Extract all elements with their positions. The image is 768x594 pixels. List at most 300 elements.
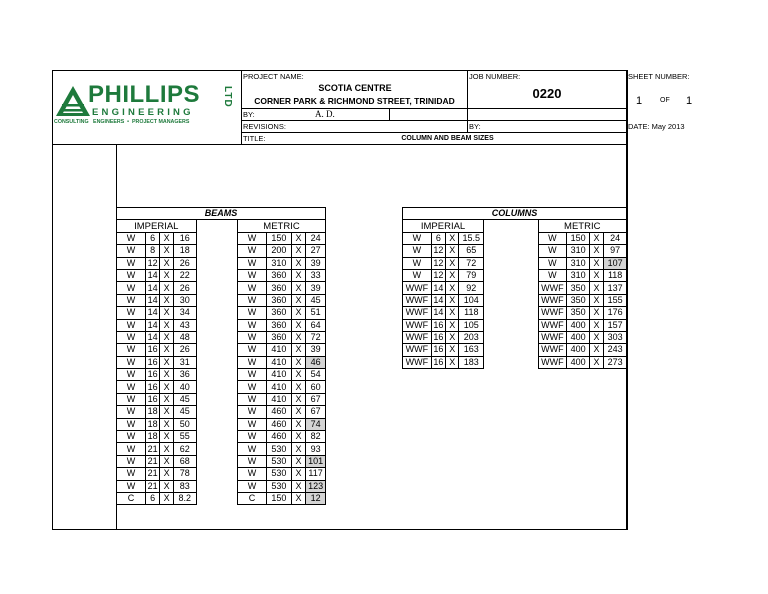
beams-imperial-depth: 21 — [145, 443, 159, 455]
beams-metric-weight: 39 — [306, 257, 326, 269]
columns-metric-depth: 310 — [567, 245, 590, 257]
beams-imperial-weight: 48 — [173, 331, 196, 343]
columns-imperial-weight: 105 — [459, 319, 484, 331]
date-label: DATE: May 2013 — [628, 122, 685, 131]
beams-metric-type: W — [237, 369, 266, 381]
columns-imperial-x: X — [446, 331, 459, 343]
columns-imperial-x: X — [446, 269, 459, 281]
beams-imperial-x: X — [160, 344, 173, 356]
beams-imperial-x: X — [160, 257, 173, 269]
beams-metric-x: X — [291, 455, 305, 467]
columns-metric-x: X — [589, 245, 603, 257]
beams-imperial-x: X — [160, 406, 173, 418]
columns-table — [402, 207, 627, 369]
beams-imperial-x: X — [160, 431, 173, 443]
beams-imperial-type: W — [117, 468, 146, 480]
beams-imperial-type: W — [117, 344, 146, 356]
beams-imperial-type: W — [117, 406, 146, 418]
job-number-value: 0220 — [532, 86, 562, 101]
beams-imperial-weight: 31 — [173, 356, 196, 368]
beams-imperial-header: IMPERIAL — [117, 220, 197, 232]
job-number-label: JOB NUMBER: — [469, 72, 521, 81]
beams-metric-x: X — [291, 369, 305, 381]
beams-row — [117, 406, 326, 418]
columns-metric-weight: 107 — [604, 257, 627, 269]
beams-imperial-type: W — [117, 331, 146, 343]
beams-metric-depth: 460 — [266, 431, 291, 443]
logo-triangle-icon — [56, 86, 90, 116]
beams-imperial-weight: 36 — [173, 369, 196, 381]
beams-metric-depth: 360 — [266, 294, 291, 306]
beams-metric-depth: 530 — [266, 443, 291, 455]
columns-metric-weight: 176 — [604, 307, 627, 319]
beams-imperial-x: X — [160, 381, 173, 393]
beams-metric-type: W — [237, 356, 266, 368]
columns-metric-depth: 350 — [567, 307, 590, 319]
beams-imperial-weight: 22 — [173, 269, 196, 281]
beams-imperial-depth: 8 — [145, 245, 159, 257]
beams-metric-weight: 54 — [306, 369, 326, 381]
beams-imperial-weight: 26 — [173, 344, 196, 356]
columns-metric-x: X — [589, 331, 603, 343]
beams-imperial-depth: 14 — [145, 307, 159, 319]
beams-imperial-weight: 26 — [173, 282, 196, 294]
beams-metric-depth: 360 — [266, 269, 291, 281]
beams-metric-type: W — [237, 431, 266, 443]
beams-metric-depth: 200 — [266, 245, 291, 257]
beams-metric-type: W — [237, 468, 266, 480]
beams-imperial-type: C — [117, 492, 146, 504]
beams-imperial-type: W — [117, 443, 146, 455]
beams-imperial-weight: 83 — [173, 480, 196, 492]
beams-imperial-weight: 16 — [173, 232, 196, 244]
columns-imperial-weight: 65 — [459, 245, 484, 257]
columns-imperial-x: X — [446, 245, 459, 257]
columns-row — [403, 232, 627, 244]
revisions-label: REVISIONS: — [243, 122, 286, 131]
beams-metric-depth: 530 — [266, 480, 291, 492]
beams-imperial-type: W — [117, 269, 146, 281]
columns-metric-type: W — [538, 232, 567, 244]
beams-row — [117, 257, 326, 269]
beams-row — [117, 480, 326, 492]
beams-imperial-x: X — [160, 369, 173, 381]
beams-metric-weight: 82 — [306, 431, 326, 443]
beams-metric-depth: 310 — [266, 257, 291, 269]
beams-imperial-x: X — [160, 455, 173, 467]
beams-metric-weight: 51 — [306, 307, 326, 319]
beams-row — [117, 319, 326, 331]
beams-imperial-weight: 8.2 — [173, 492, 196, 504]
beams-imperial-weight: 62 — [173, 443, 196, 455]
columns-metric-depth: 400 — [567, 319, 590, 331]
columns-imperial-type: WWF — [403, 344, 432, 356]
columns-row — [403, 356, 627, 368]
beams-row — [117, 269, 326, 281]
beams-imperial-type: W — [117, 381, 146, 393]
columns-metric-depth: 310 — [567, 257, 590, 269]
beams-imperial-depth: 12 — [145, 257, 159, 269]
beams-imperial-depth: 18 — [145, 431, 159, 443]
columns-imperial-type: WWF — [403, 319, 432, 331]
logo-engineering: ENGINEERING — [92, 107, 194, 118]
columns-imperial-weight: 15.5 — [459, 232, 484, 244]
beams-metric-x: X — [291, 294, 305, 306]
beams-metric-type: W — [237, 331, 266, 343]
beams-metric-type: W — [237, 344, 266, 356]
beams-metric-depth: 460 — [266, 406, 291, 418]
beams-row — [117, 455, 326, 467]
beams-imperial-type: W — [117, 232, 146, 244]
sheet-current: 1 — [636, 95, 643, 107]
columns-imperial-depth: 16 — [431, 319, 445, 331]
columns-metric-type: WWF — [538, 331, 567, 343]
beams-metric-depth: 530 — [266, 468, 291, 480]
beams-metric-type: W — [237, 319, 266, 331]
beams-row — [117, 245, 326, 257]
beams-metric-weight: 117 — [306, 468, 326, 480]
columns-imperial-x: X — [446, 232, 459, 244]
columns-metric-x: X — [589, 344, 603, 356]
beams-metric-type: W — [237, 282, 266, 294]
beams-imperial-depth: 16 — [145, 344, 159, 356]
columns-metric-x: X — [589, 282, 603, 294]
by-value: A. D. — [315, 109, 335, 119]
columns-imperial-depth: 12 — [431, 245, 445, 257]
project-name-line1: SCOTIA CENTRE — [318, 83, 392, 93]
columns-row — [403, 331, 627, 343]
columns-row — [403, 269, 627, 281]
beams-metric-type: W — [237, 480, 266, 492]
beams-metric-weight: 33 — [306, 269, 326, 281]
columns-imperial-type: WWF — [403, 294, 432, 306]
columns-imperial-weight: 72 — [459, 257, 484, 269]
beams-metric-weight: 93 — [306, 443, 326, 455]
beams-imperial-x: X — [160, 331, 173, 343]
columns-imperial-depth: 16 — [431, 344, 445, 356]
beams-imperial-x: X — [160, 492, 173, 504]
beams-imperial-weight: 34 — [173, 307, 196, 319]
beams-imperial-weight: 45 — [173, 406, 196, 418]
beams-imperial-weight: 50 — [173, 418, 196, 430]
beams-metric-type: W — [237, 406, 266, 418]
beams-imperial-x: X — [160, 393, 173, 405]
beams-row — [117, 393, 326, 405]
beams-metric-depth: 150 — [266, 492, 291, 504]
columns-metric-depth: 350 — [567, 282, 590, 294]
columns-imperial-weight: 183 — [459, 356, 484, 368]
beams-row — [117, 331, 326, 343]
project-name-line2: CORNER PARK & RICHMOND STREET, TRINIDAD — [254, 96, 455, 106]
columns-imperial-x: X — [446, 282, 459, 294]
columns-imperial-header: IMPERIAL — [403, 220, 484, 232]
columns-metric-weight: 273 — [604, 356, 627, 368]
beams-imperial-type: W — [117, 431, 146, 443]
beams-imperial-weight: 68 — [173, 455, 196, 467]
beams-metric-type: W — [237, 257, 266, 269]
beams-imperial-type: W — [117, 319, 146, 331]
columns-metric-x: X — [589, 307, 603, 319]
beams-row — [117, 307, 326, 319]
beams-metric-weight: 39 — [306, 344, 326, 356]
columns-imperial-depth: 16 — [431, 356, 445, 368]
beams-imperial-depth: 14 — [145, 269, 159, 281]
beams-row — [117, 232, 326, 244]
beams-metric-type: W — [237, 455, 266, 467]
columns-imperial-weight: 79 — [459, 269, 484, 281]
columns-imperial-depth: 12 — [431, 269, 445, 281]
beams-metric-x: X — [291, 257, 305, 269]
columns-metric-weight: 97 — [604, 245, 627, 257]
columns-metric-x: X — [589, 294, 603, 306]
columns-row — [403, 294, 627, 306]
beams-metric-x: X — [291, 393, 305, 405]
beams-imperial-x: X — [160, 468, 173, 480]
beams-imperial-depth: 21 — [145, 480, 159, 492]
beams-imperial-x: X — [160, 319, 173, 331]
beams-metric-x: X — [291, 431, 305, 443]
beams-imperial-depth: 16 — [145, 356, 159, 368]
beams-metric-weight: 74 — [306, 418, 326, 430]
columns-metric-x: X — [589, 257, 603, 269]
beams-metric-depth: 410 — [266, 393, 291, 405]
columns-metric-type: WWF — [538, 319, 567, 331]
beams-imperial-x: X — [160, 443, 173, 455]
beams-imperial-depth: 18 — [145, 406, 159, 418]
sheet-of: OF — [660, 97, 670, 104]
columns-imperial-x: X — [446, 294, 459, 306]
beams-row — [117, 418, 326, 430]
beams-imperial-x: X — [160, 356, 173, 368]
beams-imperial-x: X — [160, 269, 173, 281]
beams-metric-header: METRIC — [237, 220, 325, 232]
beams-imperial-depth: 6 — [145, 232, 159, 244]
columns-imperial-x: X — [446, 356, 459, 368]
beams-row — [117, 381, 326, 393]
beams-metric-type: W — [237, 418, 266, 430]
columns-metric-weight: 137 — [604, 282, 627, 294]
beams-metric-depth: 460 — [266, 418, 291, 430]
columns-imperial-x: X — [446, 307, 459, 319]
title-value: COLUMN AND BEAM SIZES — [401, 135, 494, 142]
columns-imperial-weight: 92 — [459, 282, 484, 294]
columns-metric-depth: 150 — [567, 232, 590, 244]
beams-metric-type: W — [237, 307, 266, 319]
beams-metric-weight: 67 — [306, 393, 326, 405]
beams-metric-depth: 410 — [266, 381, 291, 393]
columns-metric-x: X — [589, 232, 603, 244]
beams-metric-weight: 101 — [306, 455, 326, 467]
beams-metric-weight: 72 — [306, 331, 326, 343]
columns-metric-weight: 118 — [604, 269, 627, 281]
columns-metric-type: WWF — [538, 294, 567, 306]
beams-metric-weight: 39 — [306, 282, 326, 294]
beams-metric-x: X — [291, 406, 305, 418]
columns-title: COLUMNS — [403, 208, 627, 220]
beams-imperial-x: X — [160, 282, 173, 294]
beams-imperial-weight: 40 — [173, 381, 196, 393]
project-name-label: PROJECT NAME: — [243, 72, 304, 81]
columns-imperial-weight: 104 — [459, 294, 484, 306]
beams-metric-weight: 27 — [306, 245, 326, 257]
beams-metric-depth: 360 — [266, 282, 291, 294]
columns-imperial-depth: 14 — [431, 294, 445, 306]
logo-ltd: LTD — [222, 86, 233, 108]
beams-imperial-weight: 26 — [173, 257, 196, 269]
beams-metric-depth: 410 — [266, 344, 291, 356]
beams-metric-x: X — [291, 443, 305, 455]
beams-metric-x: X — [291, 356, 305, 368]
beams-row — [117, 369, 326, 381]
columns-imperial-weight: 118 — [459, 307, 484, 319]
columns-metric-type: WWF — [538, 307, 567, 319]
beams-metric-depth: 150 — [266, 232, 291, 244]
beams-metric-type: W — [237, 245, 266, 257]
beams-imperial-type: W — [117, 480, 146, 492]
company-logo — [56, 82, 238, 128]
columns-row — [403, 307, 627, 319]
beams-metric-type: W — [237, 232, 266, 244]
revisions-by-label: BY: — [469, 122, 481, 131]
beams-imperial-weight: 78 — [173, 468, 196, 480]
beams-metric-depth: 530 — [266, 455, 291, 467]
columns-imperial-depth: 6 — [431, 232, 445, 244]
columns-row — [403, 319, 627, 331]
beams-row — [117, 443, 326, 455]
columns-imperial-x: X — [446, 257, 459, 269]
columns-row — [403, 245, 627, 257]
title-label: TITLE: — [243, 134, 266, 143]
columns-metric-type: W — [538, 245, 567, 257]
beams-imperial-type: W — [117, 257, 146, 269]
columns-metric-depth: 350 — [567, 294, 590, 306]
beams-metric-depth: 410 — [266, 369, 291, 381]
columns-imperial-type: W — [403, 232, 432, 244]
beams-metric-x: X — [291, 269, 305, 281]
beams-row — [117, 468, 326, 480]
beams-metric-x: X — [291, 331, 305, 343]
sheet-total: 1 — [686, 95, 693, 107]
beams-imperial-weight: 45 — [173, 393, 196, 405]
beams-metric-weight: 24 — [306, 232, 326, 244]
columns-metric-depth: 310 — [567, 269, 590, 281]
beams-metric-depth: 360 — [266, 307, 291, 319]
beams-imperial-type: W — [117, 294, 146, 306]
columns-imperial-type: WWF — [403, 282, 432, 294]
beams-imperial-type: W — [117, 307, 146, 319]
beams-metric-depth: 360 — [266, 331, 291, 343]
beams-row — [117, 344, 326, 356]
columns-imperial-type: WWF — [403, 356, 432, 368]
beams-imperial-weight: 30 — [173, 294, 196, 306]
beams-imperial-x: X — [160, 307, 173, 319]
columns-imperial-weight: 203 — [459, 331, 484, 343]
beams-title: BEAMS — [117, 208, 326, 220]
beams-imperial-depth: 16 — [145, 369, 159, 381]
beams-metric-x: X — [291, 492, 305, 504]
beams-metric-x: X — [291, 344, 305, 356]
beams-metric-x: X — [291, 319, 305, 331]
beams-imperial-depth: 14 — [145, 282, 159, 294]
columns-imperial-type: WWF — [403, 307, 432, 319]
beams-metric-type: W — [237, 294, 266, 306]
columns-metric-depth: 400 — [567, 344, 590, 356]
beams-metric-x: X — [291, 232, 305, 244]
beams-metric-depth: 410 — [266, 356, 291, 368]
beams-metric-x: X — [291, 282, 305, 294]
beams-metric-type: W — [237, 381, 266, 393]
columns-imperial-depth: 16 — [431, 331, 445, 343]
by-label: BY: — [243, 110, 255, 119]
beams-row — [117, 356, 326, 368]
columns-metric-x: X — [589, 319, 603, 331]
beams-metric-weight: 12 — [306, 492, 326, 504]
beams-imperial-x: X — [160, 232, 173, 244]
beams-metric-x: X — [291, 307, 305, 319]
beams-row — [117, 431, 326, 443]
columns-metric-type: W — [538, 269, 567, 281]
columns-metric-weight: 155 — [604, 294, 627, 306]
beams-metric-depth: 360 — [266, 319, 291, 331]
columns-row — [403, 257, 627, 269]
beams-imperial-weight: 43 — [173, 319, 196, 331]
beams-metric-x: X — [291, 245, 305, 257]
columns-imperial-type: W — [403, 269, 432, 281]
beams-metric-type: W — [237, 393, 266, 405]
beams-imperial-depth: 6 — [145, 492, 159, 504]
columns-row — [403, 344, 627, 356]
beams-imperial-x: X — [160, 480, 173, 492]
columns-imperial-type: W — [403, 245, 432, 257]
beams-imperial-depth: 16 — [145, 393, 159, 405]
beams-imperial-depth: 18 — [145, 418, 159, 430]
columns-metric-depth: 400 — [567, 356, 590, 368]
beams-metric-x: X — [291, 381, 305, 393]
logo-company-name: PHILLIPS — [88, 81, 201, 108]
beams-imperial-depth: 21 — [145, 468, 159, 480]
beams-metric-weight: 67 — [306, 406, 326, 418]
columns-imperial-depth: 14 — [431, 282, 445, 294]
beams-imperial-x: X — [160, 245, 173, 257]
beams-imperial-depth: 14 — [145, 331, 159, 343]
columns-imperial-x: X — [446, 319, 459, 331]
beams-metric-x: X — [291, 468, 305, 480]
beams-imperial-type: W — [117, 418, 146, 430]
columns-metric-weight: 303 — [604, 331, 627, 343]
beams-imperial-depth: 14 — [145, 294, 159, 306]
beams-metric-type: C — [237, 492, 266, 504]
beams-metric-weight: 64 — [306, 319, 326, 331]
columns-imperial-weight: 163 — [459, 344, 484, 356]
columns-imperial-type: W — [403, 257, 432, 269]
columns-metric-type: WWF — [538, 282, 567, 294]
columns-metric-x: X — [589, 356, 603, 368]
columns-metric-weight: 24 — [604, 232, 627, 244]
beams-imperial-type: W — [117, 282, 146, 294]
beams-metric-x: X — [291, 480, 305, 492]
beams-metric-type: W — [237, 269, 266, 281]
beams-imperial-x: X — [160, 418, 173, 430]
beams-imperial-depth: 16 — [145, 381, 159, 393]
columns-imperial-x: X — [446, 344, 459, 356]
columns-metric-type: WWF — [538, 344, 567, 356]
beams-table — [116, 207, 326, 505]
beams-imperial-type: W — [117, 245, 146, 257]
beams-imperial-weight: 55 — [173, 431, 196, 443]
columns-row — [403, 282, 627, 294]
beams-metric-weight: 45 — [306, 294, 326, 306]
beams-imperial-type: W — [117, 393, 146, 405]
